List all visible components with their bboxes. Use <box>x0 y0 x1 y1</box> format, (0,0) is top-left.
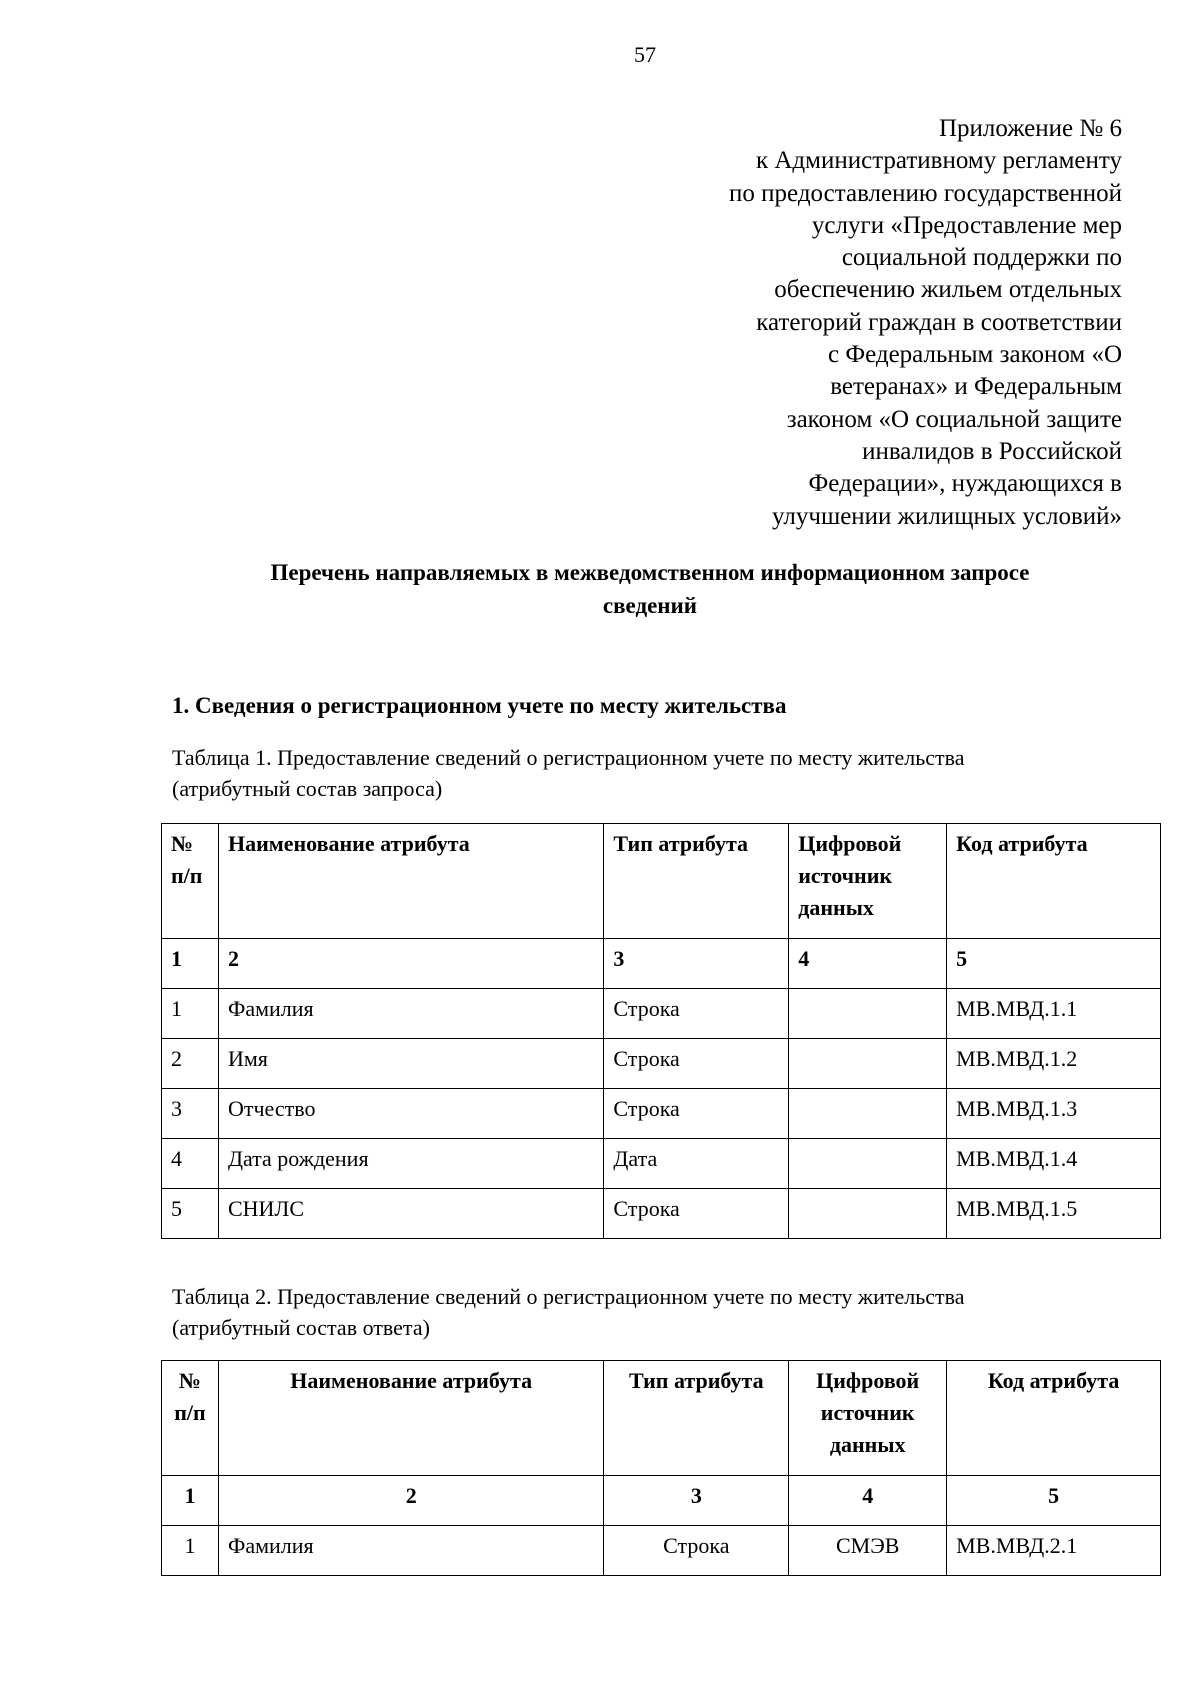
table-cell: Имя <box>218 1039 603 1089</box>
table1-caption <box>172 742 965 804</box>
table-cell: 3 <box>162 1089 219 1139</box>
table-cell: МВ.МВД.1.1 <box>947 989 1161 1039</box>
header-cell: Цифровой источник данных <box>789 1361 947 1476</box>
table-cell <box>789 1189 947 1239</box>
appendix-line: инвалидов в Российской <box>862 437 1122 465</box>
table-cell: 2 <box>162 1039 219 1089</box>
caption-line: Таблица 2. Предоставление сведений о регистрационном учете по месту жительства <box>172 1284 965 1309</box>
header-cell: Цифровой источник данных <box>789 824 947 939</box>
header-cell: Наименование атрибута <box>218 1361 603 1476</box>
column-number-cell: 1 <box>162 1476 219 1526</box>
appendix-line: обеспечению жильем отдельных <box>774 276 1122 304</box>
table-cell: Фамилия <box>218 989 603 1039</box>
table-cell: 1 <box>162 1526 219 1576</box>
appendix-line: к Административному регламенту <box>755 147 1122 175</box>
request-attributes-table <box>161 823 1161 1239</box>
section-heading: 1. Сведения о регистрационном учете по месту жительства <box>172 693 787 718</box>
table-cell: МВ.МВД.1.3 <box>947 1089 1161 1139</box>
header-cell: Код атрибута <box>947 824 1161 939</box>
table-row <box>162 1526 1161 1576</box>
document-title <box>200 556 1100 622</box>
header-cell: Код атрибута <box>947 1361 1161 1476</box>
table-cell: Отчество <box>218 1089 603 1139</box>
table-row <box>162 1089 1161 1139</box>
table-cell: Строка <box>604 1089 789 1139</box>
table-cell: Дата рождения <box>218 1139 603 1189</box>
table-cell: МВ.МВД.2.1 <box>947 1526 1161 1576</box>
appendix-line: законом «О социальной защите <box>786 405 1122 433</box>
column-number-cell: 3 <box>604 1476 789 1526</box>
column-number-cell: 4 <box>789 1476 947 1526</box>
table-cell: МВ.МВД.1.2 <box>947 1039 1161 1089</box>
title-line: Перечень направляемых в межведомственном информационном запросе <box>270 560 1030 585</box>
header-cell: Тип атрибута <box>604 1361 789 1476</box>
caption-line: (атрибутный состав ответа) <box>172 1315 430 1340</box>
appendix-line: по предоставлению государственной <box>729 179 1122 207</box>
table-cell: СМЭВ <box>789 1526 947 1576</box>
appendix-block <box>522 113 1122 533</box>
appendix-line: ветеранах» и Федеральным <box>830 373 1122 401</box>
table-cell: МВ.МВД.1.5 <box>947 1189 1161 1239</box>
header-cell: № п/п <box>162 824 219 939</box>
table-cell: МВ.МВД.1.4 <box>947 1139 1161 1189</box>
response-attributes-table <box>161 1360 1161 1576</box>
column-number-cell: 2 <box>218 1476 603 1526</box>
appendix-line: улучшении жилищных условий» <box>772 502 1122 530</box>
appendix-line: социальной поддержки по <box>841 244 1122 272</box>
appendix-line: услуги «Предоставление мер <box>811 211 1122 239</box>
table-cell: Строка <box>604 1526 789 1576</box>
table-row <box>162 989 1161 1039</box>
title-line: сведений <box>602 593 698 618</box>
table-cell: Строка <box>604 1039 789 1089</box>
column-number-cell: 5 <box>947 1476 1161 1526</box>
table2-caption <box>172 1281 965 1343</box>
appendix-line: с Федеральным законом «О <box>828 341 1122 369</box>
caption-line: Таблица 1. Предоставление сведений о регистрационном учете по месту жительства <box>172 745 965 770</box>
table-header-row <box>162 1361 1161 1476</box>
header-cell: № п/п <box>162 1361 219 1476</box>
table-row <box>162 1139 1161 1189</box>
column-number-cell: 2 <box>218 939 603 989</box>
table-cell <box>789 1089 947 1139</box>
appendix-line: Федерации», нуждающихся в <box>808 470 1122 498</box>
column-number-cell: 4 <box>789 939 947 989</box>
page-number: 57 <box>634 42 656 67</box>
table-cell: Фамилия <box>218 1526 603 1576</box>
header-cell: Тип атрибута <box>604 824 789 939</box>
table-cell <box>789 989 947 1039</box>
column-number-cell: 3 <box>604 939 789 989</box>
column-number-row <box>162 939 1161 989</box>
appendix-line: Приложение № 6 <box>938 115 1122 142</box>
table-cell: 5 <box>162 1189 219 1239</box>
column-number-cell: 1 <box>162 939 219 989</box>
table-cell: СНИЛС <box>218 1189 603 1239</box>
table-cell: 4 <box>162 1139 219 1189</box>
table-row <box>162 1039 1161 1089</box>
caption-line: (атрибутный состав запроса) <box>172 776 443 801</box>
table-header-row <box>162 824 1161 939</box>
table-cell: Строка <box>604 1189 789 1239</box>
table-cell <box>789 1039 947 1089</box>
table-cell: Строка <box>604 989 789 1039</box>
column-number-row <box>162 1476 1161 1526</box>
table-cell <box>789 1139 947 1189</box>
table-row <box>162 1189 1161 1239</box>
appendix-line: категорий граждан в соответствии <box>756 308 1122 336</box>
table-cell: Дата <box>604 1139 789 1189</box>
table-cell: 1 <box>162 989 219 1039</box>
header-cell: Наименование атрибута <box>218 824 603 939</box>
column-number-cell: 5 <box>947 939 1161 989</box>
